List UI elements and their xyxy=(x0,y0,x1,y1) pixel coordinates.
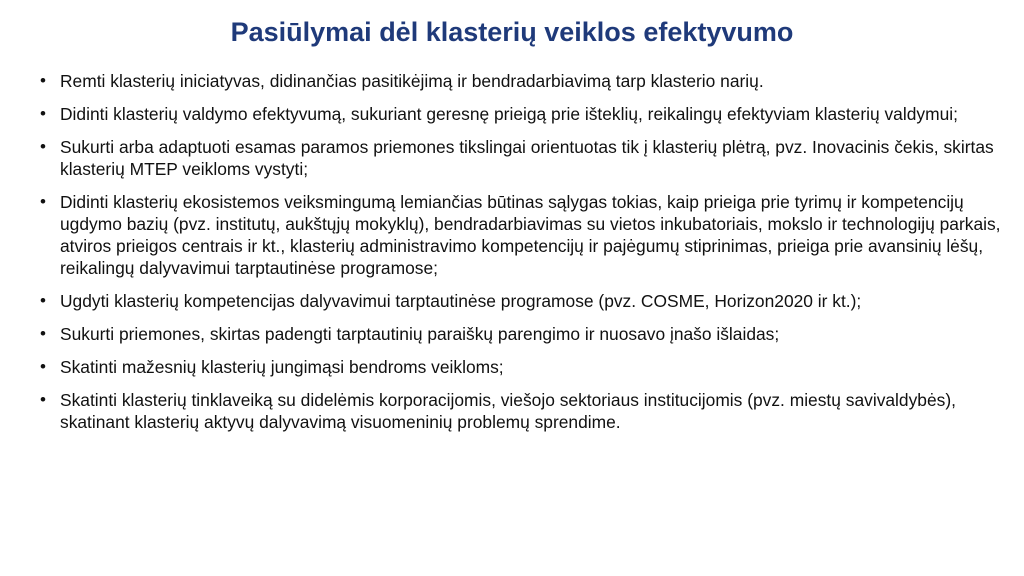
bullet-text: Skatinti mažesnių klasterių jungimąsi bendroms veikloms; xyxy=(60,357,504,377)
bullet-text: Sukurti arba adaptuoti esamas paramos priemones tikslingai orientuotas tik į klasterių plėtrą, pvz. Inovacinis čekis, skirtas klasterių MTEP veikloms vystyti; xyxy=(60,137,994,179)
bullet-dot: • xyxy=(40,324,46,343)
bullet-text: Didinti klasterių valdymo efektyvumą, sukuriant geresnę prieigą prie išteklių, reikalingų efektyviam klasterių valdymui; xyxy=(60,104,958,124)
bullet-item xyxy=(38,103,1008,125)
bullet-text: Sukurti priemones, skirtas padengti tarptautinių paraiškų parengimo ir nuosavo įnašo išlaidas; xyxy=(60,324,780,344)
bullet-dot: • xyxy=(40,71,46,90)
bullet-dot: • xyxy=(40,357,46,376)
bullet-dot: • xyxy=(40,390,46,409)
bullet-item xyxy=(38,356,1008,378)
bullet-item xyxy=(38,70,1008,92)
bullet-item xyxy=(38,389,1008,433)
bullet-item xyxy=(38,323,1008,345)
bullet-text: Ugdyti klasterių kompetencijas dalyvavimui tarptautinėse programose (pvz. COSME, Horizon2020 ir kt.); xyxy=(60,291,862,311)
bullet-item xyxy=(38,290,1008,312)
bullet-list xyxy=(38,70,1008,444)
bullet-text: Skatinti klasterių tinklaveiką su didelėmis korporacijomis, viešojo sektoriaus institucijomis (pvz. miestų savivaldybės), skatinant klasterių aktyvų dalyvavimą visuomeninių problemų sprendime. xyxy=(60,390,956,432)
bullet-text: Remti klasterių iniciatyvas, didinančias pasitikėjimą ir bendradarbiavimą tarp klasterio narių. xyxy=(60,71,764,91)
bullet-dot: • xyxy=(40,291,46,310)
slide-title: Pasiūlymai dėl klasterių veiklos efektyvumo xyxy=(230,17,794,47)
bullet-text: Didinti klasterių ekosistemos veiksmingumą lemiančias būtinas sąlygas tokias, kaip prieiga prie tyrimų ir kompetencijų ugdymo bazių (pvz. institutų, aukštųjų mokyklų), bendradarbiavimas su vietos inkubatoriais, mokslo ir technologijų parkais, atviros prieigos centrais ir kt., klasterių administravimo kompetencijų ir pajėgumų stiprinimas, prieiga prie avansinių lėšų, reikalingų dalyvavimui tarptautinėse programose; xyxy=(60,192,1001,278)
bullet-item xyxy=(38,191,1008,279)
bullet-dot: • xyxy=(40,137,46,156)
bullet-item xyxy=(38,136,1008,180)
bullet-dot: • xyxy=(40,192,46,211)
bullet-dot: • xyxy=(40,104,46,123)
